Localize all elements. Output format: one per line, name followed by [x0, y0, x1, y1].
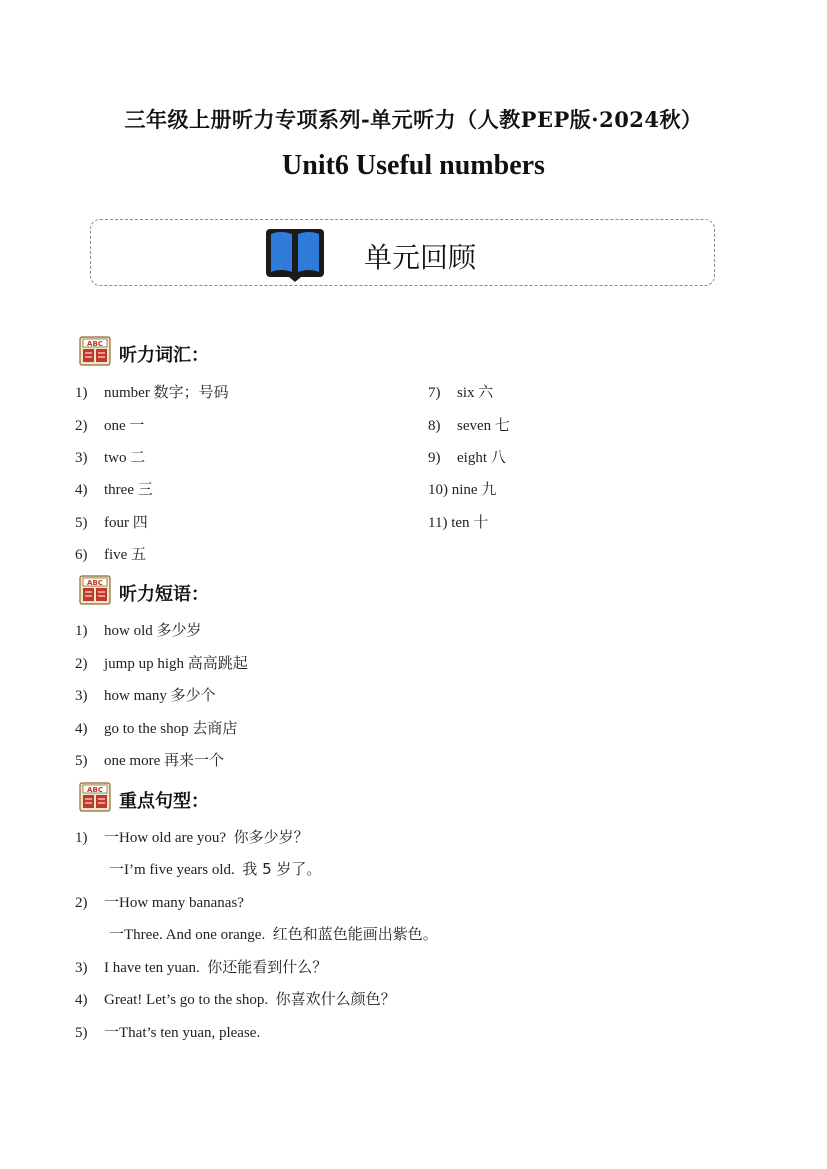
sentences-title: 重点句型：	[119, 791, 209, 812]
abc-book-icon	[79, 782, 111, 812]
vocab-item: 2) one 一	[75, 416, 145, 434]
svg-text:ABC: ABC	[87, 786, 103, 794]
phrase-item: 3) how many 多少个	[75, 686, 216, 704]
vocab-item: 11) ten 十	[428, 513, 489, 531]
phrase-item: 2) jump up high 高高跳起	[75, 654, 248, 672]
sentence-item: 2) 一How many bananas?	[75, 895, 244, 911]
sentence-item: 4) Great! Let’s go to the shop. 你喜欢什么颜色？	[75, 990, 396, 1008]
phrase-item: 5) one more 再来一个	[75, 751, 224, 769]
phrase-item: 4) go to the shop 去商店	[75, 719, 238, 737]
vocab-item: 7) six 六	[428, 383, 494, 401]
vocab-item: 10) nine 九	[428, 480, 497, 498]
review-title: 单元回顾	[364, 241, 477, 274]
open-book-icon	[265, 227, 325, 283]
sentence-item: 一I’m five years old. 我 5 岁了。	[109, 860, 322, 878]
vocab-item: 8) seven 七	[428, 416, 510, 434]
unit-title: Unit6 Useful numbers	[282, 150, 545, 181]
vocab-item: 4) three 三	[75, 480, 153, 498]
abc-book-icon	[79, 575, 111, 605]
vocab-item: 6) five 五	[75, 545, 147, 563]
sentence-item: 3) I have ten yuan. 你还能看到什么？	[75, 958, 328, 976]
vocab-item: 9) eight 八	[428, 448, 506, 466]
series-title: 三年级上册听力专项系列-单元听力（人教PEP版·2024秋）	[124, 107, 703, 132]
vocab-item: 1) number 数字；号码	[75, 383, 229, 401]
sentence-item: 一Three. And one orange. 红色和蓝色能画出紫色。	[109, 925, 438, 943]
phrases-title: 听力短语：	[119, 584, 209, 605]
sentence-item: 1) 一How old are you? 你多少岁？	[75, 828, 309, 846]
vocab-item: 3) two 二	[75, 448, 146, 466]
phrase-item: 1) how old 多少岁	[75, 621, 202, 639]
sentence-item: 5) 一That’s ten yuan, please.	[75, 1025, 261, 1041]
svg-text:ABC: ABC	[87, 340, 103, 348]
svg-text:ABC: ABC	[87, 579, 103, 587]
vocabulary-title: 听力词汇：	[119, 345, 209, 366]
vocab-item: 5) four 四	[75, 513, 148, 531]
abc-book-icon	[79, 336, 111, 366]
